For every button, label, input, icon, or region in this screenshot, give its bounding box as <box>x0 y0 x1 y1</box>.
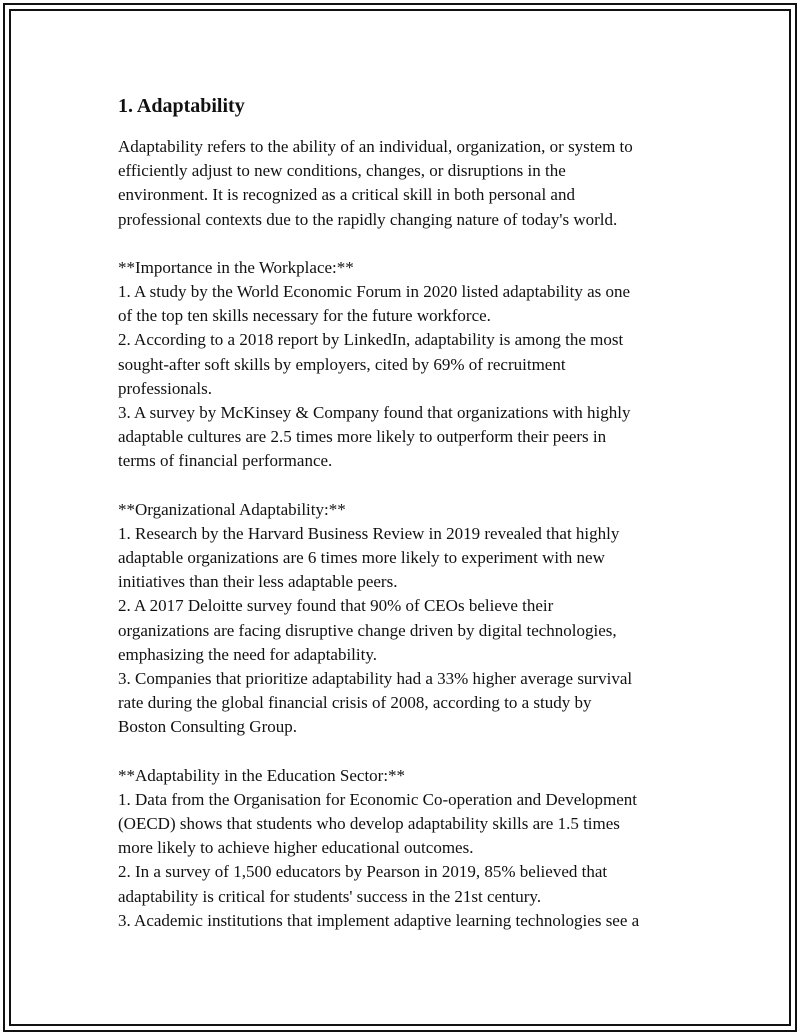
subheading-organizational: **Organizational Adaptability:** <box>118 499 346 519</box>
text-line: adaptable cultures are 2.5 times more likely to outperform their peers in <box>118 427 607 447</box>
intro-paragraph <box>118 135 708 232</box>
text-line: 1. Research by the Harvard Business Review in 2019 revealed that highly <box>118 523 620 543</box>
text-line: (OECD) shows that students who develop adaptability skills are 1.5 times <box>118 814 620 834</box>
text-line: more likely to achieve higher educational outcomes. <box>118 838 474 858</box>
text-line: professional contexts due to the rapidly changing nature of today's world. <box>118 209 618 229</box>
text-line: 3. Companies that prioritize adaptability had a 33% higher average survival <box>118 669 633 689</box>
text-line: terms of financial performance. <box>118 451 333 471</box>
education-section <box>118 764 708 933</box>
text-line: emphasizing the need for adaptability. <box>118 644 378 664</box>
document-body <box>118 91 708 957</box>
text-line: organizations are facing disruptive change driven by digital technologies, <box>118 620 617 640</box>
text-line: efficiently adjust to new conditions, changes, or disruptions in the <box>118 161 566 181</box>
text-line: professionals. <box>118 378 212 398</box>
subheading-workplace: **Importance in the Workplace:** <box>118 257 354 277</box>
text-line: sought-after soft skills by employers, cited by 69% of recruitment <box>118 354 566 374</box>
text-line: Boston Consulting Group. <box>118 717 297 737</box>
text-line: 3. A survey by McKinsey & Company found that organizations with highly <box>118 403 631 423</box>
text-line: initiatives than their less adaptable peers. <box>118 572 398 592</box>
text-line: 1. Data from the Organisation for Economic Co-operation and Development <box>118 789 637 809</box>
text-line: adaptability is critical for students' success in the 21st century. <box>118 886 542 906</box>
organizational-section <box>118 498 708 740</box>
section-heading: 1. Adaptability <box>118 95 245 117</box>
text-line: 2. According to a 2018 report by LinkedIn, adaptability is among the most <box>118 330 624 350</box>
text-line: 1. A study by the World Economic Forum in 2020 listed adaptability as one <box>118 282 631 302</box>
text-line: of the top ten skills necessary for the future workforce. <box>118 306 491 326</box>
text-line: 2. A 2017 Deloitte survey found that 90% of CEOs believe their <box>118 596 554 616</box>
text-line: 3. Academic institutions that implement adaptive learning technologies see a <box>118 910 640 930</box>
text-line: 2. In a survey of 1,500 educators by Pearson in 2019, 85% believed that <box>118 862 608 882</box>
text-line: environment. It is recognized as a critical skill in both personal and <box>118 185 575 205</box>
text-line: Adaptability refers to the ability of an individual, organization, or system to <box>118 137 633 156</box>
workplace-section <box>118 256 708 474</box>
subheading-education: **Adaptability in the Education Sector:** <box>118 765 406 785</box>
text-line: adaptable organizations are 6 times more likely to experiment with new <box>118 548 605 568</box>
text-line: rate during the global financial crisis of 2008, according to a study by <box>118 693 592 713</box>
